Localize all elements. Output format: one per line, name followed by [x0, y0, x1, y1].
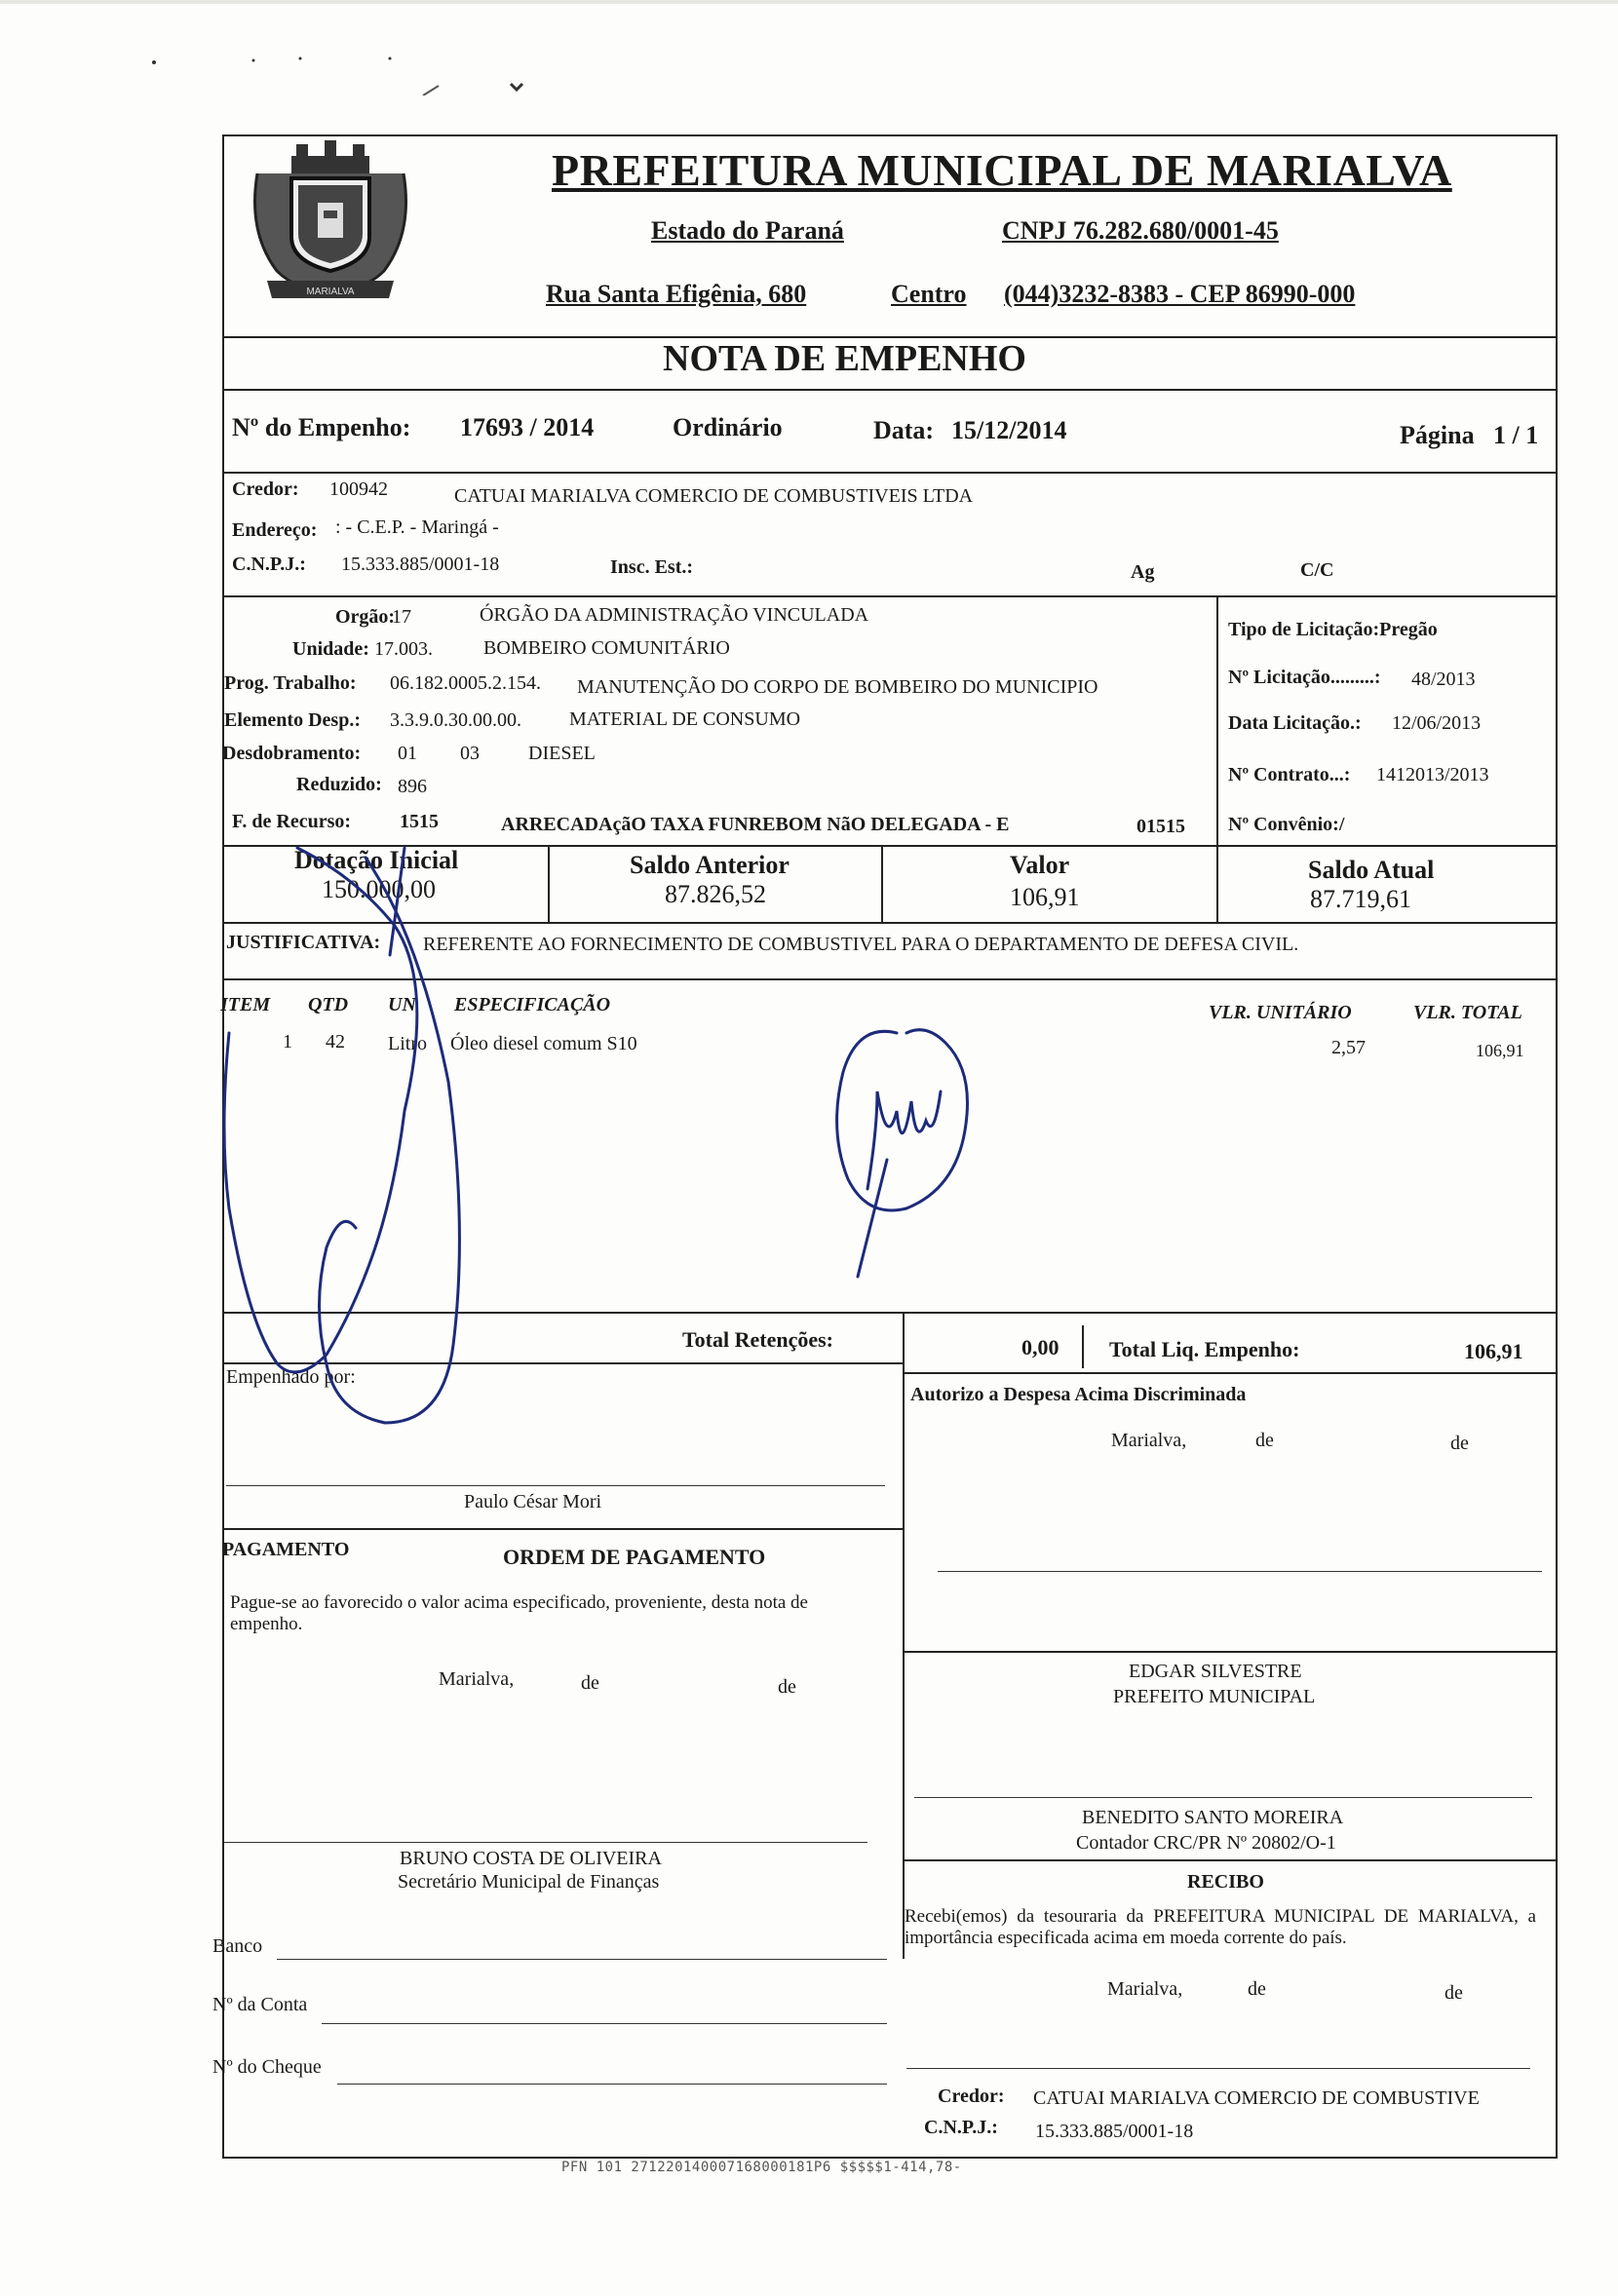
scan-edge — [0, 0, 1618, 4]
banco-field[interactable] — [277, 1959, 887, 1960]
divider-vertical — [548, 845, 550, 922]
valor-label: Valor — [1010, 851, 1070, 879]
secretario-name: BRUNO COSTA DE OLIVEIRA — [400, 1848, 662, 1869]
divider — [222, 472, 1558, 474]
footer-barcode-text: PFN 101 271220140007168000181P6 $$$$$1-414,78- — [561, 2160, 962, 2175]
pagamento-local: Marialva, — [439, 1668, 515, 1690]
total-retencoes-value: 0,00 — [1021, 1335, 1059, 1359]
justificativa-label: JUSTIFICATIVA: — [226, 932, 381, 953]
col-especificacao: ESPECIFICAÇÃO — [454, 994, 611, 1015]
orgao-name: ÓRGÃO DA ADMINISTRAÇÃO VINCULADA — [480, 604, 869, 626]
credor-code: 100942 — [329, 478, 388, 500]
saldo-atual-label: Saldo Atual — [1308, 856, 1435, 884]
licitacao-date-label: Data Licitação.: — [1228, 712, 1362, 734]
signature-line — [226, 1485, 885, 1486]
conta-label: Nº da Conta — [212, 1994, 308, 2015]
recibo-de-1: de — [1248, 1978, 1266, 2000]
recibo-de-2: de — [1445, 1982, 1463, 2004]
credor-address: : - C.E.P. - Maringá - — [335, 517, 499, 538]
divider-vertical — [1216, 845, 1218, 922]
divider-vertical — [903, 1312, 905, 1959]
desdobramento-label: Desdobramento: — [222, 743, 362, 764]
recurso-number: 01515 — [1136, 816, 1185, 837]
reduzido-label: Reduzido: — [296, 774, 382, 795]
autorizo-de-2: de — [1450, 1433, 1469, 1454]
col-un: UN — [388, 994, 416, 1015]
conta-field[interactable] — [322, 2023, 887, 2024]
empenho-date: 15/12/2014 — [951, 416, 1067, 444]
prefeito-title: PREFEITO MUNICIPAL — [1113, 1686, 1316, 1707]
orgao-code: 17 — [392, 606, 411, 628]
page-number: 1 / 1 — [1493, 421, 1539, 449]
item-unit: Litro — [388, 1033, 427, 1054]
item-description: Óleo diesel comum S10 — [450, 1033, 637, 1054]
credor-cnpj-label: C.N.P.J.: — [232, 554, 306, 575]
page-title: PREFEITURA MUNICIPAL DE MARIALVA — [552, 145, 1452, 195]
pagamento-de-2: de — [778, 1676, 796, 1698]
empenhado-por-name: Paulo César Mori — [464, 1491, 602, 1512]
insc-est-label: Insc. Est.: — [610, 556, 694, 578]
total-retencoes-label: Total Retenções: — [682, 1327, 833, 1352]
divider — [222, 389, 1558, 391]
prog-trabalho-label: Prog. Trabalho: — [224, 672, 357, 694]
item-number: 1 — [283, 1031, 292, 1052]
credor-cnpj: 15.333.885/0001-18 — [341, 554, 500, 575]
banco-label: Banco — [212, 1935, 263, 1957]
divider — [222, 978, 1558, 980]
item-unit-price: 2,57 — [1331, 1037, 1366, 1058]
address-phone-cep: (044)3232-8383 - CEP 86990-000 — [1004, 280, 1356, 308]
signature-line — [938, 1571, 1542, 1572]
divider — [222, 922, 1558, 924]
total-liquido-label: Total Liq. Empenho: — [1109, 1337, 1300, 1361]
recibo-text: Recebi(emos) da tesouraria da PREFEITURA MUNICIPAL DE MARIALVA, a importância especificada acima em moeda corrente do país. — [905, 1906, 1536, 1948]
recibo-title: RECIBO — [1187, 1871, 1264, 1893]
signature-line — [906, 2068, 1530, 2069]
divider — [222, 1312, 1558, 1314]
scan-marks — [146, 57, 536, 96]
saldo-anterior-value: 87.826,52 — [665, 880, 766, 908]
prog-trabalho-code: 06.182.0005.2.154. — [390, 672, 541, 694]
recurso-label: F. de Recurso: — [232, 811, 352, 832]
contrato-number: 1412013/2013 — [1376, 764, 1489, 785]
elemento-label: Elemento Desp.: — [224, 709, 361, 731]
secretario-title: Secretário Municipal de Finanças — [398, 1871, 660, 1893]
tipo-licitacao: Tipo de Licitação:Pregão — [1228, 619, 1438, 640]
justificativa-text: REFERENTE AO FORNECIMENTO DE COMBUSTIVEL PARA O DEPARTAMENTO DE DEFESA CIVIL. — [423, 934, 1299, 955]
licitacao-number-label: Nº Licitação.........: — [1228, 667, 1381, 688]
saldo-atual-value: 87.719,61 — [1310, 885, 1411, 913]
empenho-number: 17693 / 2014 — [460, 413, 595, 441]
credor-label: Credor: — [232, 478, 299, 500]
credor-name: CATUAI MARIALVA COMERCIO DE COMBUSTIVEIS LTDA — [454, 485, 974, 507]
divider-vertical — [1216, 595, 1218, 845]
valor-value: 106,91 — [1010, 883, 1080, 911]
document-title: NOTA DE EMPENHO — [663, 338, 1026, 379]
prog-trabalho-name: MANUTENÇÃO DO CORPO DE BOMBEIRO DO MUNICIPIO — [577, 676, 1098, 698]
recibo-local: Marialva, — [1107, 1978, 1183, 2000]
cnpj-prefeitura: CNPJ 76.282.680/0001-45 — [1002, 216, 1279, 245]
divider — [903, 1651, 1558, 1653]
divider — [903, 1859, 1558, 1861]
signature-line — [914, 1797, 1532, 1798]
address-district: Centro — [891, 280, 967, 308]
item-qty: 42 — [326, 1031, 345, 1052]
licitacao-number: 48/2013 — [1411, 669, 1476, 690]
municipal-coat-of-arms — [238, 134, 423, 302]
recibo-credor-name: CATUAI MARIALVA COMERCIO DE COMBUSTIVE — [1033, 2087, 1480, 2109]
convenio-label: Nº Convênio:/ — [1228, 814, 1345, 835]
ordem-pagamento-label: ORDEM DE PAGAMENTO — [503, 1545, 766, 1569]
endereco-label: Endereço: — [232, 519, 318, 541]
autorizo-label: Autorizo a Despesa Acima Discriminada — [910, 1384, 1247, 1405]
total-liquido-value: 106,91 — [1464, 1339, 1523, 1363]
desdobramento-a: 01 — [398, 743, 417, 764]
licitacao-date: 12/06/2013 — [1392, 712, 1482, 734]
page-number-label: Página — [1400, 421, 1475, 449]
unidade-code: 17.003. — [374, 638, 433, 660]
empenho-type: Ordinário — [673, 413, 783, 441]
divider — [222, 1528, 903, 1530]
prefeito-name: EDGAR SILVESTRE — [1129, 1661, 1302, 1682]
svg-text:MARIALVA: MARIALVA — [306, 287, 355, 297]
col-qtd: QTD — [308, 994, 349, 1015]
pagamento-text: Pague-se ao favorecido o valor acima especificado, proveniente, desta nota de empenho. — [230, 1592, 808, 1634]
divider — [222, 1362, 903, 1364]
pagamento-label: PAGAMENTO — [222, 1539, 350, 1560]
agencia-label: Ag — [1131, 561, 1155, 583]
unidade-name: BOMBEIRO COMUNITÁRIO — [483, 637, 730, 659]
pagamento-de-1: de — [581, 1672, 599, 1694]
unidade-label: Unidade: — [292, 638, 369, 660]
dotacao-inicial-label: Dotação Inicial — [294, 846, 459, 874]
item-total-price: 106,91 — [1476, 1041, 1524, 1060]
divider-vertical — [881, 845, 883, 922]
empenhado-por-label: Empenhado por: — [226, 1366, 356, 1388]
col-valor-total: VLR. TOTAL — [1413, 1002, 1522, 1023]
empenho-date-label: Data: — [873, 416, 935, 444]
recibo-cnpj: 15.333.885/0001-18 — [1035, 2121, 1194, 2142]
divider — [222, 595, 1558, 597]
empenho-number-label: Nº do Empenho: — [232, 413, 411, 441]
orgao-label: Orgão: — [335, 606, 396, 628]
col-valor-unitario: VLR. UNITÁRIO — [1209, 1002, 1352, 1023]
conta-corrente-label: C/C — [1300, 559, 1334, 581]
divider — [903, 1372, 1558, 1374]
reduzido-value: 896 — [398, 776, 427, 797]
contador-title: Contador CRC/PR Nº 20802/O-1 — [1076, 1832, 1336, 1854]
col-item: ITEM — [220, 994, 271, 1015]
cheque-field[interactable] — [337, 2084, 887, 2085]
address-street: Rua Santa Efigênia, 680 — [546, 280, 807, 308]
saldo-anterior-label: Saldo Anterior — [630, 851, 790, 879]
contrato-label: Nº Contrato...: — [1228, 764, 1351, 785]
recibo-cnpj-label: C.N.P.J.: — [924, 2117, 998, 2138]
autorizo-de-1: de — [1255, 1430, 1274, 1451]
recurso-code: 1515 — [400, 811, 439, 832]
contador-name: BENEDITO SANTO MOREIRA — [1082, 1807, 1344, 1828]
recurso-name: ARRECADAçãO TAXA FUNREBOM NãO DELEGADA - E — [501, 814, 1010, 835]
signature-line — [224, 1842, 867, 1843]
desdobramento-name: DIESEL — [528, 743, 596, 764]
desdobramento-b: 03 — [460, 743, 480, 764]
dotacao-inicial-value: 150.000,00 — [322, 875, 436, 903]
elemento-name: MATERIAL DE CONSUMO — [569, 708, 801, 730]
estado-label: Estado do Paraná — [651, 216, 844, 245]
cheque-label: Nº do Cheque — [212, 2056, 322, 2078]
elemento-code: 3.3.9.0.30.00.00. — [390, 709, 521, 731]
recibo-credor-label: Credor: — [938, 2086, 1005, 2107]
divider-vertical — [1082, 1325, 1084, 1368]
autorizo-local: Marialva, — [1111, 1430, 1187, 1451]
